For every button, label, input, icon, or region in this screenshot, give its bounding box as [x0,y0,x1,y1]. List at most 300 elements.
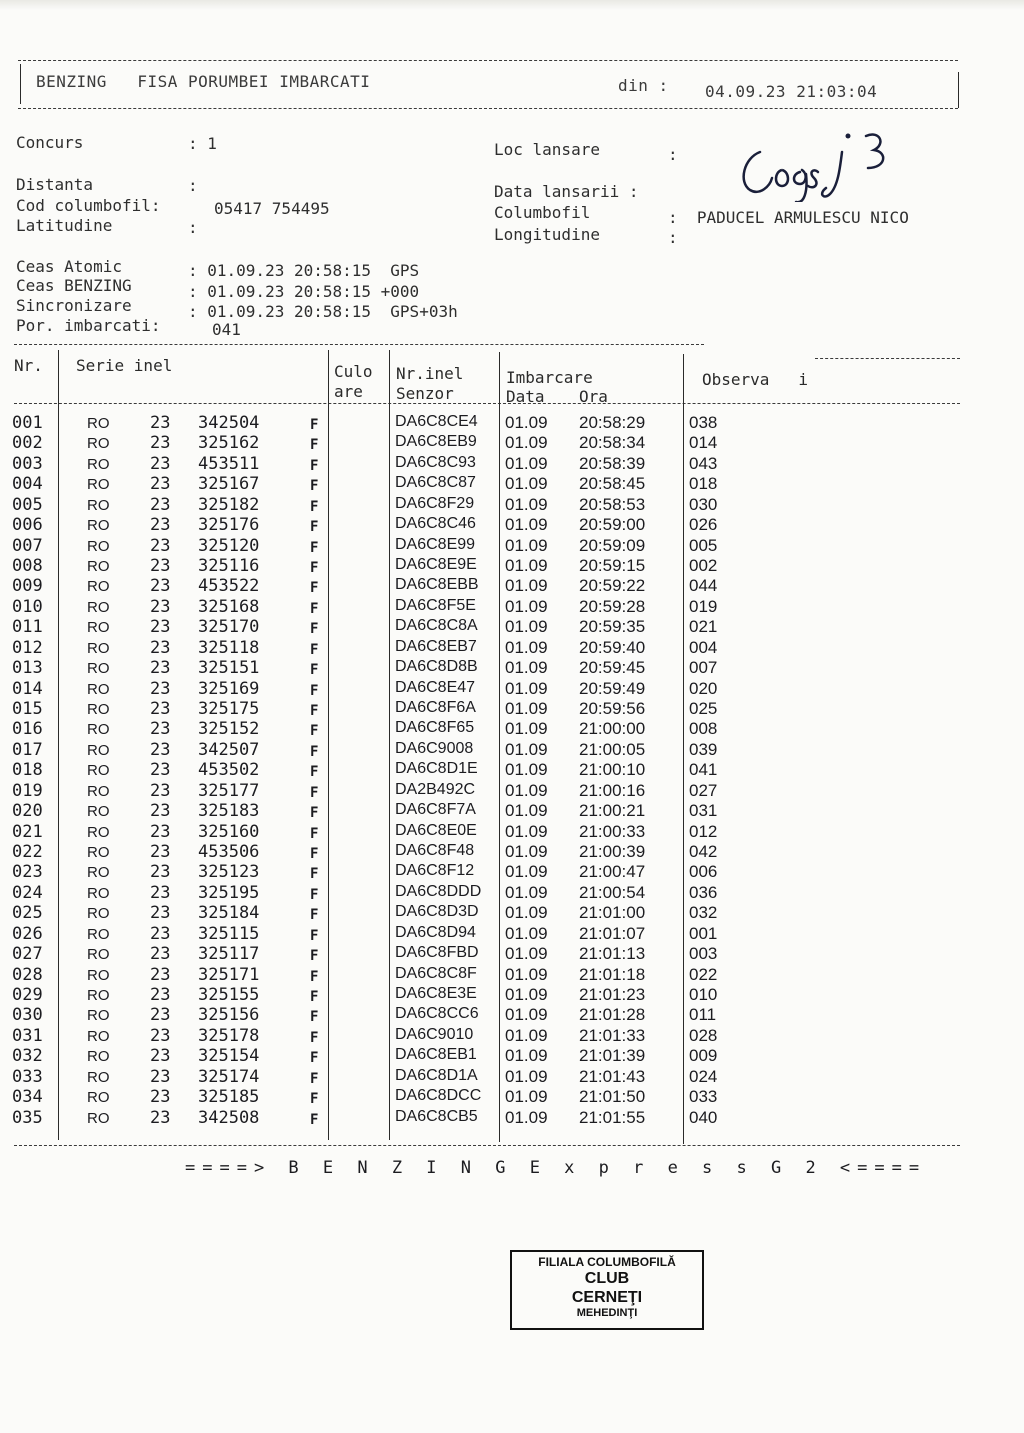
table-top-rule [14,344,704,345]
cell-date: 01.09 [505,556,548,575]
cell-observation: 020 [689,678,718,698]
table-row [0,597,740,617]
cell-sex: F [310,437,319,454]
columbofil-label: Columbofil [494,203,591,222]
cell-sensor-ring: DA6C8C46 [395,515,476,533]
cell-sex: F [310,784,319,801]
cell-date: 01.09 [505,576,548,596]
cell-sex: F [310,968,319,985]
cell-nr: 029 [12,985,43,1006]
cell-sensor-ring: DA6C8CC6 [395,1005,479,1023]
cell-sensor-ring: DA6C8C93 [395,453,476,471]
cell-sensor-ring: DA2B492C [395,780,476,798]
col-nr: Nr. [14,356,43,375]
cell-observation: 011 [689,1005,717,1025]
cell-year: 23 [150,842,171,863]
cell-country: RO [87,1068,110,1086]
cell-nr: 034 [12,1087,43,1108]
cell-country: RO [87,844,110,862]
cell-time: 20:59:15 [579,556,646,575]
cell-year: 23 [150,985,171,1006]
cell-country: RO [87,721,110,739]
cell-date: 01.09 [505,780,548,800]
cell-observation: 019 [689,596,718,616]
cell-date: 01.09 [505,964,548,984]
cell-nr: 017 [12,739,43,760]
loc-lansare-value: : [668,145,678,164]
cell-observation: 001 [689,923,718,943]
cell-year: 23 [150,474,171,495]
cell-year: 23 [150,923,171,944]
cell-date: 01.09 [505,678,548,698]
concurs-label: Concurs [16,133,84,152]
cell-date: 01.09 [505,637,548,657]
cell-nr: 009 [12,576,43,597]
cell-observation: 039 [689,739,718,759]
cell-year: 23 [150,556,171,576]
cell-ring-number: 342508 [198,1107,260,1128]
cell-sex: F [310,682,319,699]
cell-ring-number: 325174 [198,1066,260,1087]
cell-time: 20:59:45 [579,658,646,678]
cell-sex: F [310,805,319,822]
col-culoare-line1: Culo [334,362,373,381]
cell-country: RO [87,1027,110,1045]
table-row [0,495,740,515]
cell-time: 21:00:33 [579,821,646,841]
cell-observation: 042 [689,842,718,862]
table-row [0,679,740,699]
cell-time: 21:00:16 [579,780,646,800]
cell-observation: 006 [689,862,718,882]
cell-sensor-ring: DA6C8EBB [395,576,479,594]
cell-year: 23 [150,678,171,699]
cell-observation: 005 [689,535,718,555]
cell-nr: 002 [12,433,43,454]
cell-country: RO [87,823,110,841]
cell-year: 23 [150,882,171,903]
cell-year: 23 [150,760,171,781]
cell-sensor-ring: DA6C8C87 [395,474,476,492]
cell-ring-number: 325118 [198,637,260,658]
cell-sensor-ring: DA6C8D94 [395,923,476,941]
cell-year: 23 [150,433,171,454]
cell-sex: F [310,539,319,556]
cell-date: 01.09 [505,515,548,535]
cell-year: 23 [150,494,171,515]
cell-sex: F [310,1009,319,1026]
cell-nr: 032 [12,1046,43,1067]
cell-sensor-ring: DA6C8F12 [395,862,475,880]
table-row [0,903,740,923]
cell-time: 21:01:23 [579,985,646,1005]
cell-country: RO [87,537,110,555]
cell-country: RO [87,905,110,923]
cell-sex: F [310,948,319,965]
cell-year: 23 [150,801,171,822]
cell-sensor-ring: DA6C8EB7 [395,637,477,655]
cell-ring-number: 325168 [198,596,260,617]
table-row [0,781,740,801]
cell-country: RO [87,455,110,473]
col-data: Data [506,387,545,406]
stamp-line-club: CLUB [584,1270,630,1287]
cell-observation: 008 [689,719,718,739]
cell-sex: F [310,621,319,638]
cell-sensor-ring: DA6C8E47 [395,678,476,696]
cell-year: 23 [150,1025,171,1046]
cell-ring-number: 325195 [198,882,260,903]
cell-observation: 030 [689,494,718,514]
cell-ring-number: 325120 [198,535,260,556]
cell-year: 23 [150,535,171,556]
table-row [0,1026,740,1046]
table-row [0,638,740,658]
cell-year: 23 [150,780,171,801]
cell-time: 21:00:39 [579,842,646,862]
cell-ring-number: 325151 [198,658,260,679]
cell-sex: F [310,825,319,842]
col-nrinel-line1: Nr.inel [396,364,464,383]
cell-sex: F [310,600,319,617]
cell-date: 01.09 [505,1046,548,1066]
cell-country: RO [87,598,110,616]
cell-year: 23 [150,617,171,638]
cell-ring-number: 453511 [198,453,260,474]
cell-sex: F [310,478,319,495]
cell-date: 01.09 [505,882,548,902]
cell-country: RO [87,966,110,984]
columbofil-value: : PADUCEL ARMULESCU NICO [668,208,909,227]
cell-time: 21:01:39 [579,1046,646,1066]
cell-country: RO [87,925,110,943]
cell-country: RO [87,782,110,800]
cell-date: 01.09 [505,923,548,943]
cell-country: RO [87,946,110,964]
porumbei-imbarcati-count: 041 [212,320,241,339]
cell-date: 01.09 [505,862,548,882]
cell-sensor-ring: DA6C8E9E [395,556,477,573]
cell-nr: 012 [12,637,43,658]
cell-nr: 020 [12,801,43,822]
cell-country: RO [87,435,110,453]
cell-country: RO [87,639,110,657]
cell-year: 23 [150,596,171,617]
table-row [0,556,740,576]
cell-observation: 040 [689,1107,718,1127]
table-row [0,842,740,862]
table-row [0,413,740,433]
cell-date: 01.09 [505,617,548,637]
cell-nr: 027 [12,944,43,965]
cell-observation: 007 [689,658,718,678]
paper-edge [0,0,1024,10]
cell-date: 01.09 [505,433,548,453]
table-row [0,719,740,739]
cell-observation: 010 [689,985,718,1005]
ceas-benzing-label: Ceas BENZING [16,276,132,295]
cell-country: RO [87,884,110,902]
cell-time: 21:00:05 [579,739,646,759]
cell-date: 01.09 [505,474,548,494]
cell-observation: 025 [689,699,718,719]
table-row [0,658,740,678]
cell-ring-number: 342504 [198,413,260,433]
cell-year: 23 [150,903,171,924]
longitudine-label: Longitudine [494,225,600,244]
cell-date: 01.09 [505,1107,548,1127]
cell-date: 01.09 [505,658,548,678]
cell-country: RO [87,660,110,678]
cell-nr: 016 [12,719,43,740]
cell-time: 21:01:00 [579,903,646,923]
cell-sensor-ring: DA6C8CB5 [395,1107,478,1125]
cell-time: 20:59:56 [579,699,646,719]
cell-nr: 028 [12,964,43,985]
cell-observation: 018 [689,474,718,494]
cell-year: 23 [150,1107,171,1128]
cell-sex: F [310,1029,319,1046]
cell-observation: 004 [689,637,718,657]
cell-sensor-ring: DA6C8EB1 [395,1046,477,1064]
cell-country: RO [87,680,110,698]
distanta-label: Distanta [16,175,94,194]
cell-country: RO [87,1089,110,1107]
cell-time: 21:01:33 [579,1025,646,1045]
cell-ring-number: 325177 [198,780,260,801]
cell-ring-number: 325117 [198,944,260,965]
cell-sensor-ring: DA6C8D8B [395,658,478,676]
cell-sensor-ring: DA6C8D1A [395,1066,478,1084]
cell-year: 23 [150,944,171,965]
cell-observation: 026 [689,515,718,535]
cell-time: 21:00:54 [579,882,646,902]
cell-sensor-ring: DA6C9010 [395,1025,474,1043]
cell-observation: 033 [689,1087,718,1107]
header-left-border [20,64,21,104]
cell-year: 23 [150,862,171,883]
cell-ring-number: 325169 [198,678,260,699]
col-culoare-line2: are [334,382,363,401]
cell-date: 01.09 [505,719,548,739]
cell-country: RO [87,517,110,535]
cell-sensor-ring: DA6C8F6A [395,699,476,717]
cell-time: 20:59:35 [579,617,646,637]
cell-country: RO [87,1048,110,1066]
cell-ring-number: 325185 [198,1087,260,1108]
sincronizare-value: : 01.09.23 20:58:15 GPS+03h [188,302,458,321]
cell-sex: F [310,866,319,883]
table-row [0,1005,740,1025]
cell-time: 21:01:13 [579,944,646,964]
longitudine-value: : [668,228,678,247]
cell-sensor-ring: DA6C8D1E [395,760,478,778]
concurs-value: : 1 [188,134,217,153]
cell-country: RO [87,558,110,575]
cell-sensor-ring: DA6C8DDD [395,882,482,900]
cell-sex: F [310,560,319,576]
cell-observation: 021 [689,617,718,637]
col-ora: Ora [579,387,608,406]
cell-date: 01.09 [505,821,548,841]
cell-time: 20:58:34 [579,433,646,453]
table-row [0,862,740,882]
cell-sensor-ring: DA6C8D3D [395,903,479,921]
cell-year: 23 [150,576,171,597]
stamp-line-filiala: FILIALA COLUMBOFILĂ [538,1255,676,1269]
cell-ring-number: 325115 [198,923,260,944]
cell-date: 01.09 [505,1066,548,1086]
stamp-line-cerneti: CERNEŢI [571,1289,643,1306]
cell-nr: 007 [12,535,43,556]
cell-sex: F [310,907,319,924]
cell-sensor-ring: DA6C8CE4 [395,413,478,430]
cell-ring-number: 325167 [198,474,260,495]
table-row [0,576,740,596]
cell-sex: F [310,498,319,515]
header-bottom-rule [18,108,958,109]
table-top-rule-right [815,358,960,359]
cell-date: 01.09 [505,413,548,432]
cell-ring-number: 325184 [198,903,260,924]
cell-sex: F [310,703,319,720]
table-row [0,1046,740,1066]
table-row [0,454,740,474]
cell-date: 01.09 [505,596,548,616]
cell-ring-number: 325123 [198,862,260,883]
cell-year: 23 [150,964,171,985]
table-row [0,699,740,719]
cell-sensor-ring: DA6C8DCC [395,1087,482,1105]
cell-date: 01.09 [505,1005,548,1025]
cell-date: 01.09 [505,1025,548,1045]
cell-sensor-ring: DA6C8C8F [395,964,477,982]
table-row [0,965,740,985]
cell-sensor-ring: DA6C8EB9 [395,433,477,451]
ceas-benzing-value: : 01.09.23 20:58:15 +000 [188,282,420,301]
cell-nr: 015 [12,699,43,720]
cell-country: RO [87,741,110,759]
cell-sensor-ring: DA6C9008 [395,739,474,757]
cell-observation: 043 [689,453,718,473]
cod-columbofil-label: Cod columbofil: [16,196,161,215]
header-right-border [958,72,959,108]
cell-sex: F [310,886,319,903]
cell-year: 23 [150,1066,171,1087]
cell-date: 01.09 [505,494,548,514]
table-header-rule [14,403,960,404]
cell-ring-number: 325170 [198,617,260,638]
table-row [0,801,740,821]
cell-nr: 011 [12,617,43,638]
cell-date: 01.09 [505,535,548,555]
cell-nr: 019 [12,780,43,801]
latitudine-label: Latitudine [16,216,113,235]
footer-benzing-express: ====> B E N Z I N G E x p r e s s G 2 <==== [185,1158,927,1178]
cell-nr: 006 [12,515,43,536]
cell-ring-number: 325160 [198,821,260,842]
table-row [0,515,740,535]
cell-observation: 014 [689,433,718,453]
cell-nr: 014 [12,678,43,699]
cell-ring-number: 325183 [198,801,260,822]
cell-country: RO [87,987,110,1005]
cell-year: 23 [150,1087,171,1108]
table-row [0,1067,740,1087]
cell-ring-number: 453506 [198,842,260,863]
cell-nr: 030 [12,1005,43,1026]
cell-date: 01.09 [505,1087,548,1107]
cell-time: 20:59:40 [579,637,646,657]
cell-sensor-ring: DA6C8F7A [395,801,476,819]
cell-ring-number: 325176 [198,515,260,536]
cell-time: 20:59:09 [579,535,646,555]
cell-sex: F [310,927,319,944]
col-nrinel-line2: Senzor [396,384,454,403]
cell-date: 01.09 [505,944,548,964]
cell-year: 23 [150,1046,171,1067]
cell-observation: 031 [689,801,718,821]
cell-nr: 018 [12,760,43,781]
cell-time: 21:01:28 [579,1005,646,1025]
cell-time: 21:01:50 [579,1087,646,1107]
cell-time: 20:59:28 [579,596,646,616]
col-serie-inel: Serie inel [76,356,173,375]
cell-ring-number: 325182 [198,494,260,515]
cell-ring-number: 325155 [198,985,260,1006]
cell-country: RO [87,415,110,432]
cell-sensor-ring: DA6C8E3E [395,985,477,1003]
cell-year: 23 [150,413,171,433]
cell-sensor-ring: DA6C8F48 [395,842,475,860]
cell-date: 01.09 [505,699,548,719]
handwritten-location [730,122,900,202]
table-row [0,740,740,760]
cell-year: 23 [150,699,171,720]
cell-ring-number: 325156 [198,1005,260,1026]
cell-nr: 026 [12,923,43,944]
cell-observation: 044 [689,576,718,596]
cell-nr: 004 [12,474,43,495]
table-body [0,413,760,1143]
cell-sex: F [310,641,319,658]
col-imbarcare: Imbarcare [506,368,593,387]
cell-sensor-ring: DA6C8FBD [395,944,479,962]
cell-nr: 008 [12,556,43,576]
cell-nr: 035 [12,1107,43,1128]
cell-time: 20:58:45 [579,474,646,494]
cell-country: RO [87,1109,110,1127]
cell-time: 20:58:39 [579,453,646,473]
cell-country: RO [87,701,110,719]
table-row [0,1087,740,1107]
cell-time: 21:01:07 [579,923,646,943]
cell-ring-number: 325171 [198,964,260,985]
table-row [0,536,740,556]
cell-ring-number: 325178 [198,1025,260,1046]
cell-year: 23 [150,658,171,679]
cell-sex: F [310,764,319,781]
sincronizare-label: Sincronizare [16,296,132,315]
cell-country: RO [87,864,110,882]
cell-time: 21:01:43 [579,1066,646,1086]
distanta-value: : [188,176,198,195]
header-top-rule [18,60,958,61]
table-row [0,433,740,453]
cell-date: 01.09 [505,760,548,780]
cell-time: 21:00:47 [579,862,646,882]
print-date: 04.09.23 21:03:04 [705,82,878,101]
